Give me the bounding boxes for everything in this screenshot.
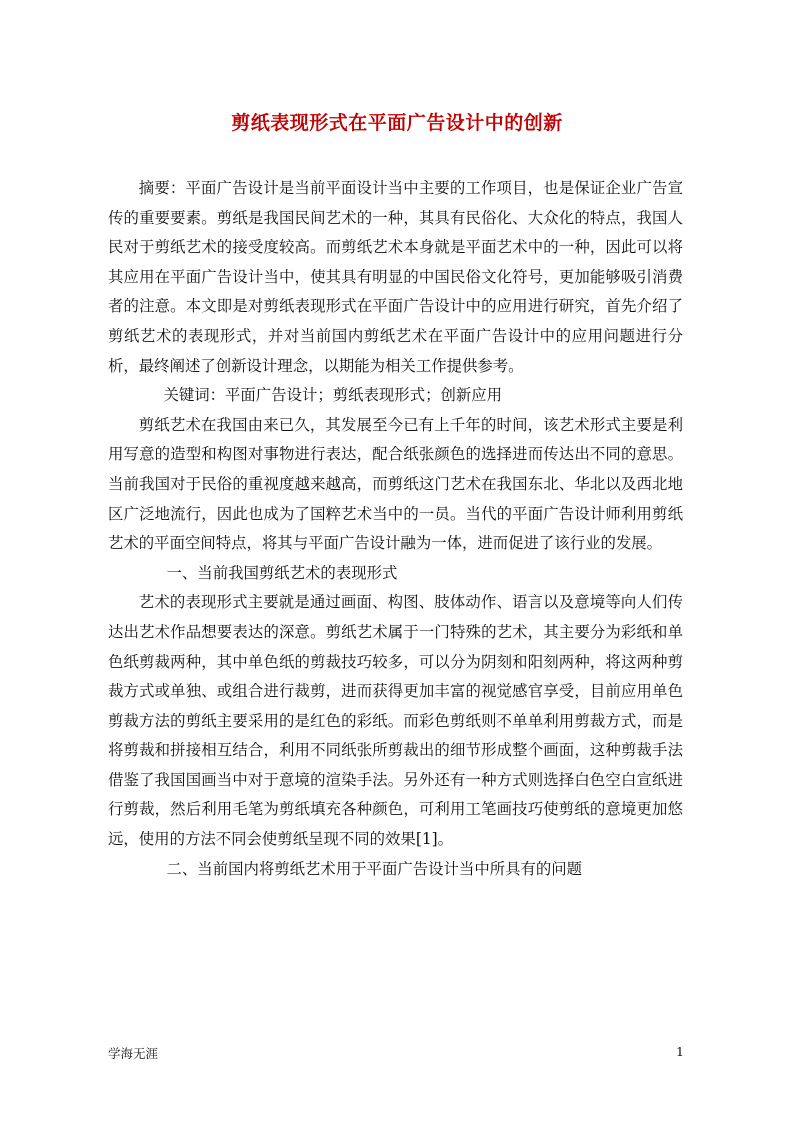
document-body (108, 174, 683, 884)
section-2-heading: 二、当前国内将剪纸艺术用于平面广告设计当中所具有的问题 (166, 859, 583, 878)
document-title: 剪纸表现形式在平面广告设计中的创新 (231, 112, 563, 134)
page-number: 1 (676, 1044, 684, 1059)
section-1-heading: 一、当前我国剪纸艺术的表现形式 (166, 563, 398, 582)
intro-paragraph: 剪纸艺术在我国由来已久，其发展至今已有上千年的时间，该艺术形式主要是利用写意的造型和构图对事物进行表达，配合纸张颜色的选择进而传达出不同的意思。当前我国对于民俗的重视度越来越高，而剪纸这门艺术在我国东北、华北以及西北地区广泛地流行，因此也成为了国粹艺术当中的一员。当代的平面广告设计师利用剪纸艺术的平面空间特点，将其与平面广告设计融为一体，进而促进了该行业的发展。 (108, 415, 683, 553)
footer-text: 学海无涯 (108, 1046, 159, 1061)
section-1-paragraph: 艺术的表现形式主要就是通过画面、构图、肢体动作、语言以及意境等向人们传达出艺术作品想要表达的深意。剪纸艺术属于一门特殊的艺术，其主要分为彩纸和单色纸剪裁两种，其中单色纸的剪裁技巧较多，可以分为阴刻和阳刻两种，将这两种剪裁方式或单独、或组合进行裁剪，进而获得更加丰富的视觉感官享受，目前应用单色剪裁方法的剪纸主要采用的是红色的彩纸。而彩色剪纸则不单单利用剪裁方式，而是将剪裁和拼接相互结合，利用不同纸张所剪裁出的细节形成整个画面，这种剪裁手法借鉴了我国国画当中对于意境的渲染手法。另外还有一种方式则选择白色空白宣纸进行剪裁，然后利用毛笔为剪纸填充各种颜色，可利用工笔画技巧使剪纸的意境更加悠远，使用的方法不同会使剪纸呈现不同的效果[1]。 (108, 593, 683, 849)
keywords-line: 关键词：平面广告设计；剪纸表现形式；创新应用 (163, 386, 503, 405)
abstract-paragraph: 摘要：平面广告设计是当前平面设计当中主要的工作项目，也是保证企业广告宣传的重要要素。剪纸是我国民间艺术的一种，其具有民俗化、大众化的特点，我国人民对于剪纸艺术的接受度较高。而剪纸艺术本身就是平面艺术中的一种，因此可以将其应用在平面广告设计当中，使其具有明显的中国民俗文化符号，更加能够吸引消费者的注意。本文即是对剪纸表现形式在平面广告设计中的应用进行研究，首先介绍了剪纸艺术的表现形式，并对当前国内剪纸艺术在平面广告设计中的应用问题进行分析，最终阐述了创新设计理念，以期能为相关工作提供参考。 (108, 179, 683, 375)
